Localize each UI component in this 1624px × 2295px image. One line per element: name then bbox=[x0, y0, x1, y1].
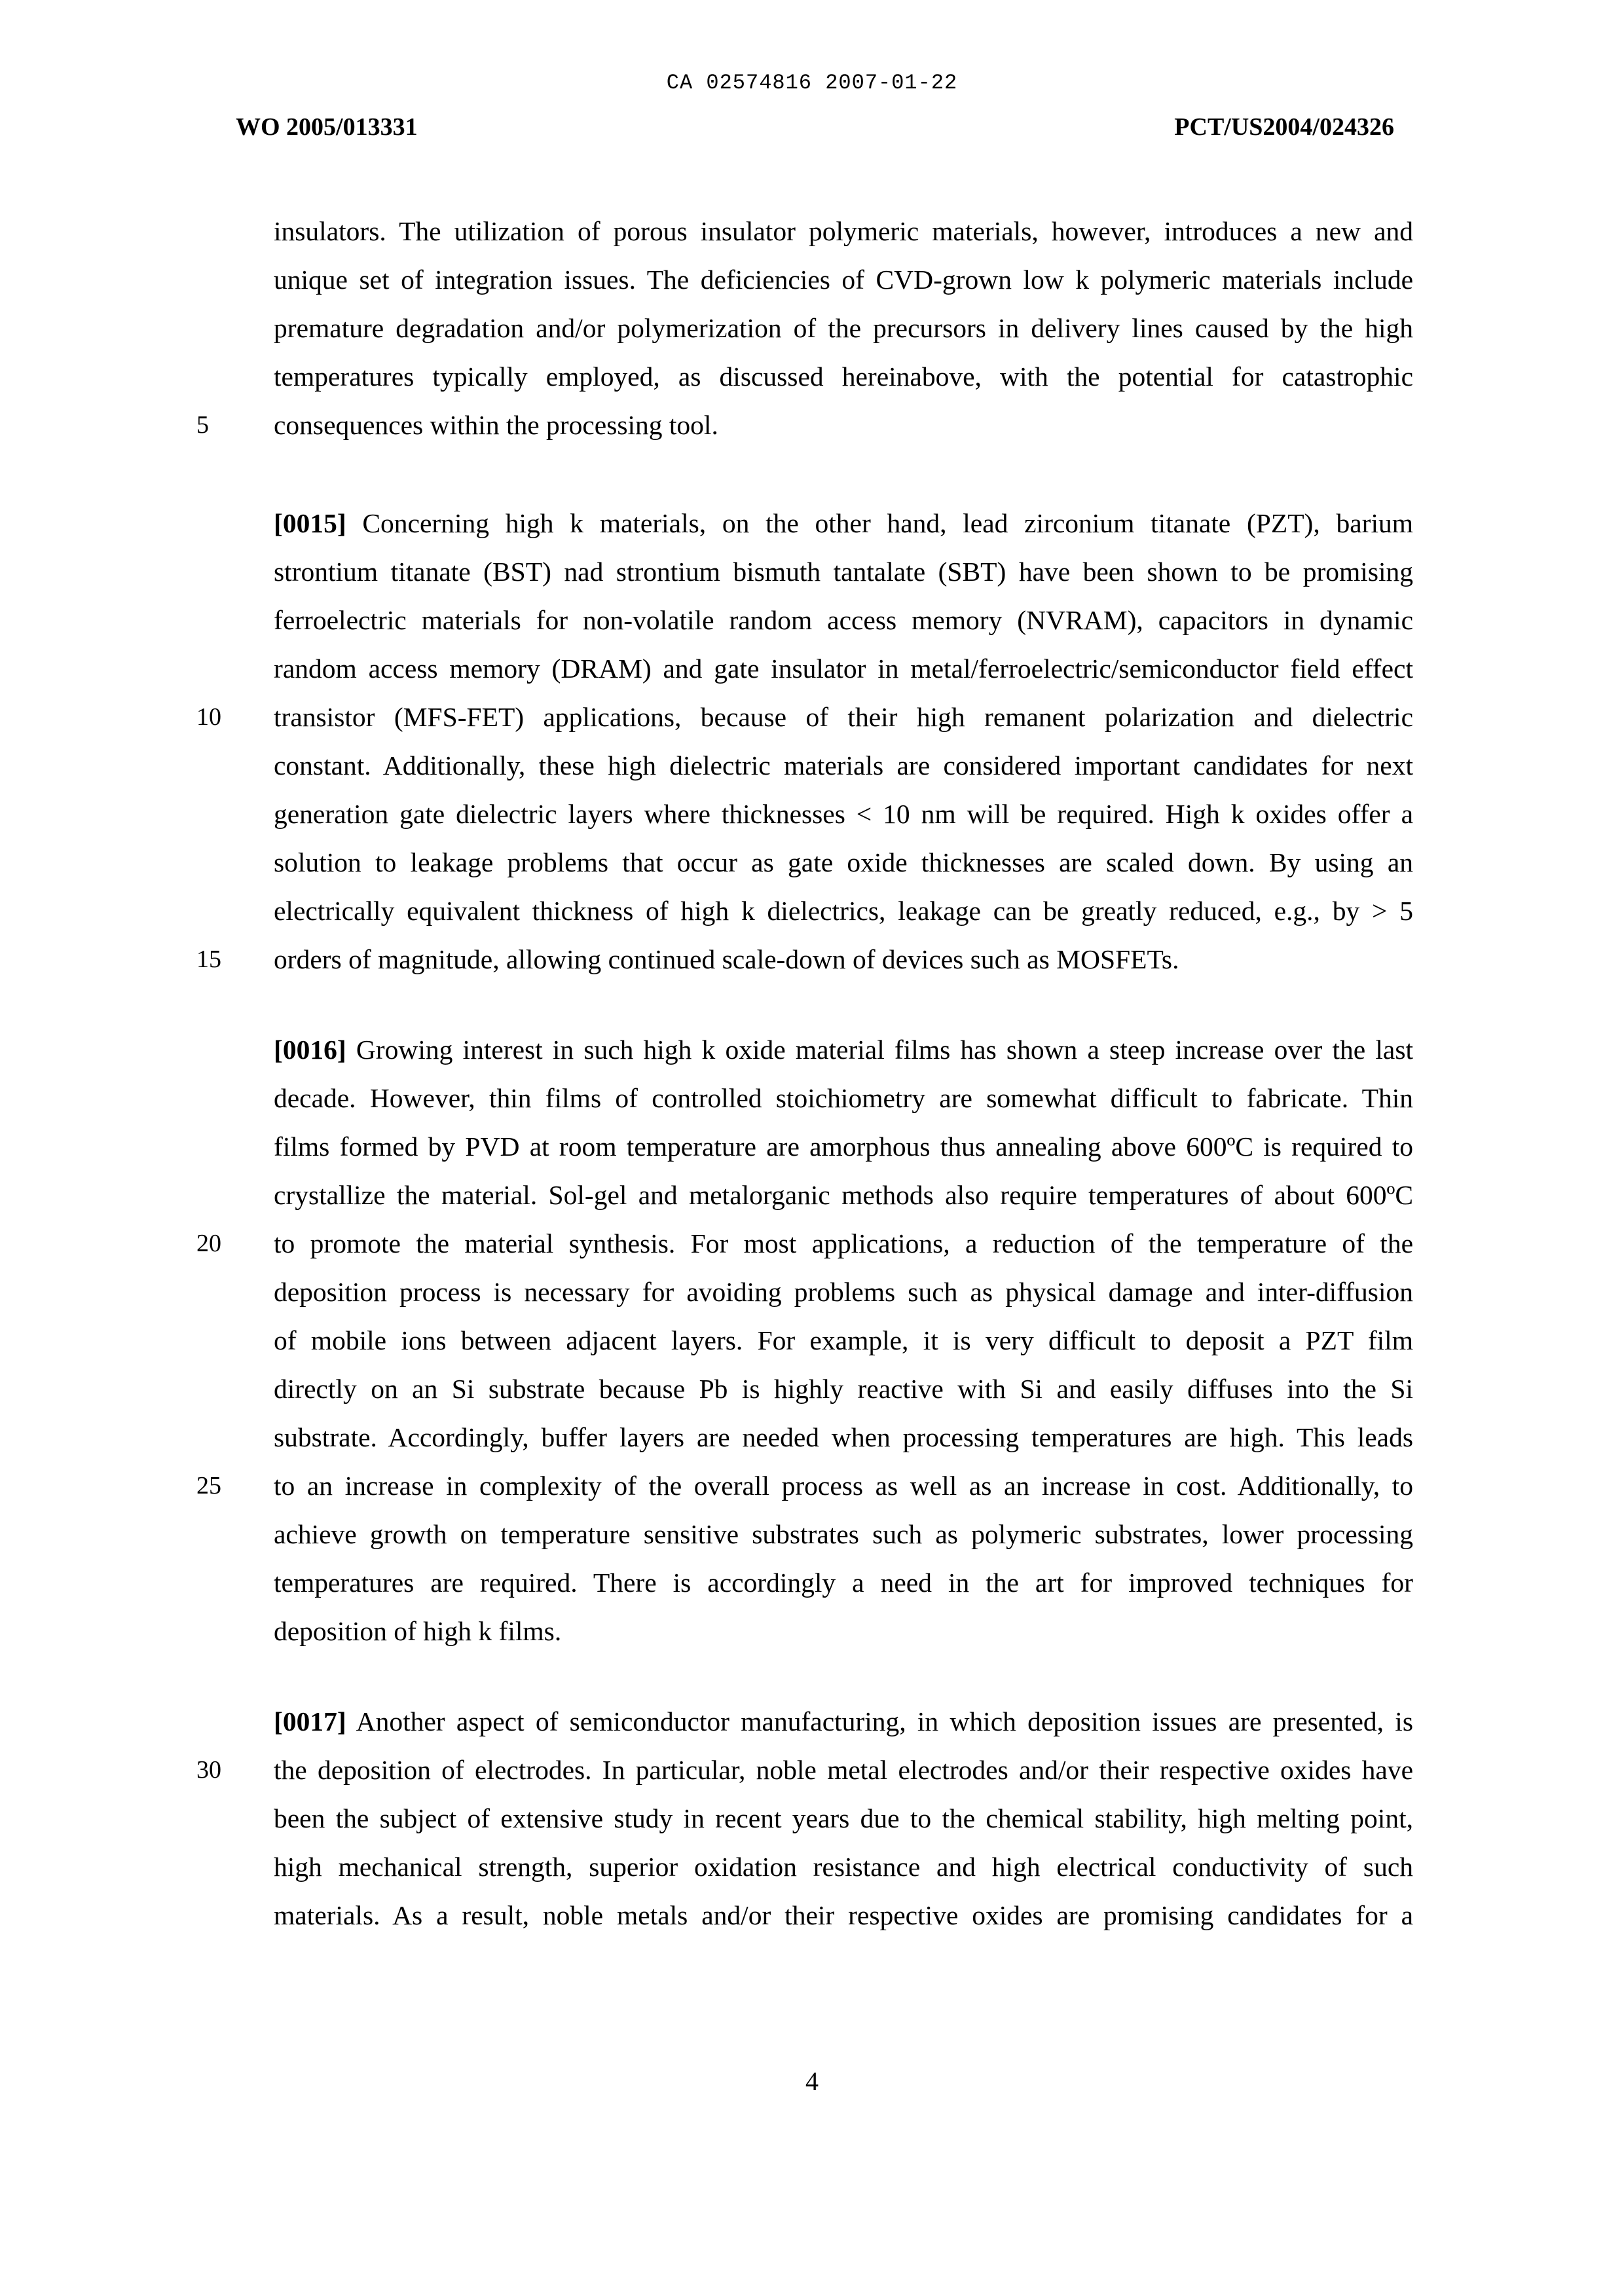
text-line: the deposition of electrodes. In particular, noble metal electrodes and/or their respective oxides have bbox=[274, 1755, 1413, 1785]
text-line: ferroelectric materials for non-volatile random access memory (NVRAM), capacitors in dynamic bbox=[274, 605, 1413, 635]
margin-line-number: 15 bbox=[196, 946, 221, 973]
publication-number: WO 2005/013331 bbox=[236, 113, 418, 141]
text-line: deposition process is necessary for avoiding problems such as physical damage and inter-diffusion bbox=[274, 1277, 1413, 1307]
text-line bbox=[274, 1025, 1413, 1074]
paragraph-0017 bbox=[274, 1697, 1413, 1939]
text-line bbox=[274, 1697, 1413, 1746]
text-line: unique set of integration issues. The deficiencies of CVD-grown low k polymeric materials include bbox=[274, 265, 1413, 295]
text-line: to promote the material synthesis. For most applications, a reduction of the temperature of the bbox=[274, 1228, 1413, 1258]
text-line: to an increase in complexity of the overall process as well as an increase in cost. Additionally, to bbox=[274, 1471, 1413, 1501]
text-line: decade. However, thin films of controlled stoichiometry are somewhat difficult to fabricate. Thin bbox=[274, 1083, 1413, 1113]
margin-line-number: 25 bbox=[196, 1472, 221, 1499]
text-line: materials. As a result, noble metals and/or their respective oxides are promising candidates for a bbox=[274, 1900, 1413, 1930]
text-line: premature degradation and/or polymerization of the precursors in delivery lines caused by the high bbox=[274, 313, 1413, 343]
paragraph-number: [0017] bbox=[274, 1706, 346, 1736]
margin-line-number: 20 bbox=[196, 1230, 221, 1257]
page-number: 4 bbox=[805, 2066, 819, 2096]
text-line: substrate. Accordingly, buffer layers are needed when processing temperatures are high. This leads bbox=[274, 1422, 1413, 1452]
text-line: temperatures typically employed, as discussed hereinabove, with the potential for catastrophic bbox=[274, 361, 1413, 392]
text-line: constant. Additionally, these high dielectric materials are considered important candidates for next bbox=[274, 750, 1413, 780]
margin-line-number: 30 bbox=[196, 1756, 221, 1784]
text-line: random access memory (DRAM) and gate insulator in metal/ferroelectric/semiconductor field effect bbox=[274, 653, 1413, 684]
text-line: insulators. The utilization of porous insulator polymeric materials, however, introduces a new and bbox=[274, 216, 1413, 246]
margin-line-number: 10 bbox=[196, 703, 221, 731]
text-line: generation gate dielectric layers where thicknesses < 10 nm will be required. High k oxides offer a bbox=[274, 799, 1413, 829]
application-number: PCT/US2004/024326 bbox=[1174, 113, 1394, 141]
paragraph-0015 bbox=[274, 499, 1413, 983]
filing-stamp: CA 02574816 2007-01-22 bbox=[666, 71, 958, 95]
text-line: orders of magnitude, allowing continued scale-down of devices such as MOSFETs. bbox=[274, 944, 1179, 974]
text-line: transistor (MFS-FET) applications, because of their high remanent polarization and dielectric bbox=[274, 702, 1413, 732]
text-line: been the subject of extensive study in recent years due to the chemical stability, high melting point, bbox=[274, 1803, 1413, 1833]
margin-line-number: 5 bbox=[196, 411, 209, 439]
text-line: directly on an Si substrate because Pb is highly reactive with Si and easily diffuses into the Si bbox=[274, 1374, 1413, 1404]
text-line: of mobile ions between adjacent layers. For example, it is very difficult to deposit a PZT film bbox=[274, 1325, 1413, 1355]
paragraph-0016 bbox=[274, 1025, 1413, 1655]
text-run: Another aspect of semiconductor manufacturing, in which deposition issues are presented, is bbox=[356, 1706, 1413, 1736]
text-line: electrically equivalent thickness of high k dielectrics, leakage can be greatly reduced, e.g., by > 5 bbox=[274, 896, 1413, 926]
text-line: temperatures are required. There is accordingly a need in the art for improved techniques for bbox=[274, 1568, 1413, 1598]
text-line: consequences within the processing tool. bbox=[274, 410, 718, 440]
text-line: strontium titanate (BST) nad strontium bismuth tantalate (SBT) have been shown to be promising bbox=[274, 557, 1413, 587]
text-line bbox=[274, 499, 1413, 547]
text-line: solution to leakage problems that occur as gate oxide thicknesses are scaled down. By using an bbox=[274, 847, 1413, 877]
text-line: films formed by PVD at room temperature are amorphous thus annealing above 600ºC is required to bbox=[274, 1131, 1413, 1162]
text-line: crystallize the material. Sol-gel and metalorganic methods also require temperatures of about 600ºC bbox=[274, 1180, 1413, 1210]
text-line: high mechanical strength, superior oxidation resistance and high electrical conductivity of such bbox=[274, 1852, 1413, 1882]
text-run: Concerning high k materials, on the other hand, lead zirconium titanate (PZT), barium bbox=[362, 508, 1414, 538]
text-run: Growing interest in such high k oxide material films has shown a steep increase over the last bbox=[356, 1035, 1414, 1065]
text-line: deposition of high k films. bbox=[274, 1616, 562, 1646]
paragraph-number: [0015] bbox=[274, 508, 346, 538]
paragraph-continuation bbox=[274, 207, 1413, 449]
text-line: achieve growth on temperature sensitive substrates such as polymeric substrates, lower processing bbox=[274, 1519, 1413, 1549]
paragraph-number: [0016] bbox=[274, 1035, 346, 1065]
